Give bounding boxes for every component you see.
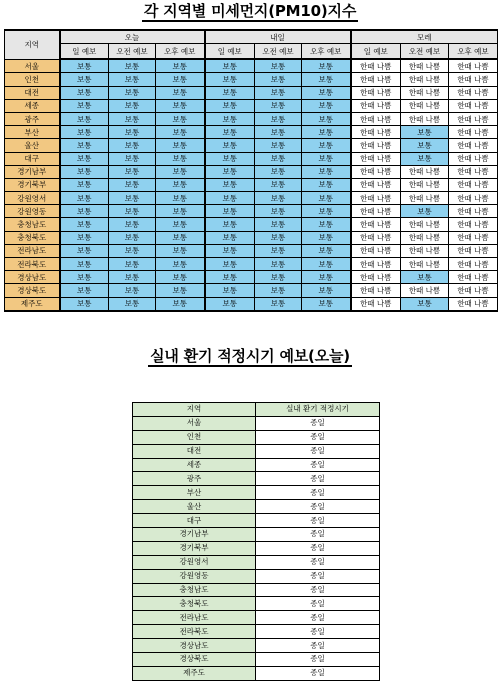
table-row (133, 444, 380, 458)
forecast-cell-dayafter: 한때 나쁨 (449, 244, 498, 257)
forecast-cell-dayafter: 한때 나쁨 (449, 205, 498, 218)
forecast-cell-dayafter: 한때 나쁨 (449, 258, 498, 271)
forecast-cell-tomorrow: 보통 (302, 178, 351, 191)
forecast-cell-tomorrow: 보통 (302, 258, 351, 271)
forecast-cell-tomorrow: 보통 (255, 165, 302, 178)
day-header-today: 오늘 (60, 30, 205, 44)
ventilation-time-cell: 종일 (256, 541, 380, 555)
forecast-cell-today: 보통 (60, 112, 109, 125)
forecast-cell-dayafter: 한때 나쁨 (449, 139, 498, 152)
subheader-today-pm: 오후 예보 (156, 44, 205, 60)
region-cell: 광주 (5, 112, 60, 125)
forecast-cell-dayafter: 한때 나쁨 (449, 73, 498, 86)
forecast-cell-dayafter: 한때 나쁨 (401, 258, 449, 271)
forecast-cell-today: 보통 (109, 139, 156, 152)
ventilation-title-text: 실내 환기 적정시기 예보(오늘) (150, 347, 350, 365)
forecast-cell-tomorrow: 보통 (302, 86, 351, 99)
forecast-cell-dayafter: 한때 나쁨 (401, 73, 449, 86)
table-row (133, 639, 380, 653)
table-row (5, 59, 498, 73)
region-cell: 경기남부 (5, 165, 60, 178)
ventilation-time-cell: 종일 (256, 430, 380, 444)
forecast-cell-dayafter: 한때 나쁨 (449, 218, 498, 231)
forecast-cell-tomorrow: 보통 (255, 99, 302, 112)
forecast-cell-dayafter: 한때 나쁨 (351, 99, 401, 112)
ventilation-time-cell: 종일 (256, 444, 380, 458)
day-header-tomorrow: 내일 (205, 30, 351, 44)
region-cell: 전라남도 (5, 244, 60, 257)
forecast-cell-today: 보통 (156, 231, 205, 244)
forecast-cell-tomorrow: 보통 (302, 244, 351, 257)
table-row (133, 514, 380, 528)
ventilation-region-cell: 충청북도 (133, 597, 256, 611)
ventilation-region-cell: 광주 (133, 472, 256, 486)
forecast-cell-today: 보통 (156, 258, 205, 271)
forecast-cell-tomorrow: 보통 (255, 271, 302, 284)
ventilation-time-cell: 종일 (256, 639, 380, 653)
forecast-cell-tomorrow: 보통 (255, 192, 302, 205)
ventilation-time-cell: 종일 (256, 416, 380, 430)
forecast-cell-tomorrow: 보통 (302, 205, 351, 218)
table-row (133, 597, 380, 611)
ventilation-region-cell: 경기북부 (133, 541, 256, 555)
table-row (5, 178, 498, 191)
region-cell: 울산 (5, 139, 60, 152)
forecast-cell-tomorrow: 보통 (205, 192, 255, 205)
forecast-cell-tomorrow: 보통 (255, 59, 302, 73)
region-cell: 대전 (5, 86, 60, 99)
table-row (133, 486, 380, 500)
subheader-dayafter-day: 일 예보 (351, 44, 401, 60)
ventilation-time-cell: 종일 (256, 666, 380, 680)
table-row (5, 218, 498, 231)
forecast-cell-tomorrow: 보통 (255, 297, 302, 311)
forecast-cell-dayafter: 한때 나쁨 (351, 297, 401, 311)
subheader-dayafter-am: 오전 예보 (401, 44, 449, 60)
forecast-cell-tomorrow: 보통 (205, 99, 255, 112)
forecast-cell-today: 보통 (109, 99, 156, 112)
forecast-cell-dayafter: 한때 나쁨 (351, 139, 401, 152)
ventilation-region-cell: 제주도 (133, 666, 256, 680)
subheader-tomorrow-day: 일 예보 (205, 44, 255, 60)
forecast-cell-tomorrow: 보통 (205, 205, 255, 218)
forecast-cell-dayafter: 한때 나쁨 (401, 112, 449, 125)
ventilation-time-cell: 종일 (256, 458, 380, 472)
forecast-cell-tomorrow: 보통 (205, 244, 255, 257)
forecast-cell-dayafter: 한때 나쁨 (449, 297, 498, 311)
ventilation-time-cell: 종일 (256, 472, 380, 486)
table-row (5, 258, 498, 271)
table-row (133, 569, 380, 583)
forecast-cell-dayafter: 한때 나쁨 (401, 99, 449, 112)
forecast-cell-dayafter: 한때 나쁨 (449, 152, 498, 165)
ventilation-region-cell: 경상남도 (133, 639, 256, 653)
region-cell: 충청북도 (5, 231, 60, 244)
forecast-cell-dayafter: 한때 나쁨 (449, 271, 498, 284)
table-row (133, 541, 380, 555)
day-header-dayafter: 모레 (351, 30, 498, 44)
ventilation-time-cell: 종일 (256, 486, 380, 500)
forecast-cell-tomorrow: 보통 (255, 231, 302, 244)
forecast-cell-today: 보통 (109, 86, 156, 99)
forecast-cell-today: 보통 (109, 284, 156, 297)
ventilation-time-cell: 종일 (256, 528, 380, 542)
forecast-cell-tomorrow: 보통 (302, 152, 351, 165)
forecast-cell-dayafter: 한때 나쁨 (351, 192, 401, 205)
forecast-cell-dayafter: 한때 나쁨 (351, 258, 401, 271)
subheader-dayafter-pm: 오후 예보 (449, 44, 498, 60)
forecast-cell-tomorrow: 보통 (302, 99, 351, 112)
forecast-cell-today: 보통 (109, 205, 156, 218)
forecast-cell-tomorrow: 보통 (255, 284, 302, 297)
forecast-cell-tomorrow: 보통 (302, 59, 351, 73)
forecast-cell-today: 보통 (60, 192, 109, 205)
forecast-cell-tomorrow: 보통 (302, 73, 351, 86)
forecast-cell-dayafter: 한때 나쁨 (351, 126, 401, 139)
ventilation-region-cell: 서울 (133, 416, 256, 430)
table-row (133, 472, 380, 486)
forecast-cell-today: 보통 (109, 244, 156, 257)
forecast-cell-dayafter: 한때 나쁨 (401, 192, 449, 205)
table-row (133, 528, 380, 542)
forecast-cell-today: 보통 (60, 218, 109, 231)
forecast-cell-tomorrow: 보통 (205, 271, 255, 284)
forecast-title (0, 2, 500, 22)
forecast-cell-today: 보통 (156, 152, 205, 165)
table-row (5, 139, 498, 152)
region-cell: 충청남도 (5, 218, 60, 231)
ventilation-region-cell: 세종 (133, 458, 256, 472)
ventilation-time-cell: 종일 (256, 514, 380, 528)
table-row (133, 653, 380, 667)
forecast-cell-today: 보통 (156, 165, 205, 178)
table-row (5, 73, 498, 86)
forecast-cell-tomorrow: 보통 (302, 218, 351, 231)
forecast-cell-tomorrow: 보통 (255, 258, 302, 271)
forecast-cell-tomorrow: 보통 (302, 284, 351, 297)
forecast-cell-tomorrow: 보통 (255, 244, 302, 257)
subheader-tomorrow-am: 오전 예보 (255, 44, 302, 60)
forecast-cell-today: 보통 (109, 126, 156, 139)
ventilation-region-cell: 경기남부 (133, 528, 256, 542)
forecast-cell-dayafter: 한때 나쁨 (351, 284, 401, 297)
forecast-cell-dayafter: 보통 (401, 297, 449, 311)
forecast-cell-tomorrow: 보통 (255, 112, 302, 125)
forecast-cell-today: 보통 (60, 99, 109, 112)
forecast-cell-today: 보통 (60, 165, 109, 178)
region-cell: 대구 (5, 152, 60, 165)
forecast-cell-tomorrow: 보통 (255, 152, 302, 165)
forecast-cell-tomorrow: 보통 (255, 139, 302, 152)
forecast-cell-today: 보통 (156, 297, 205, 311)
forecast-cell-today: 보통 (60, 244, 109, 257)
forecast-cell-tomorrow: 보통 (205, 112, 255, 125)
forecast-cell-dayafter: 한때 나쁨 (351, 244, 401, 257)
forecast-cell-today: 보통 (109, 152, 156, 165)
forecast-cell-tomorrow: 보통 (302, 126, 351, 139)
ventilation-region-cell: 전라북도 (133, 625, 256, 639)
forecast-cell-tomorrow: 보통 (302, 112, 351, 125)
forecast-cell-dayafter: 보통 (401, 126, 449, 139)
table-row (133, 555, 380, 569)
ventilation-table (132, 402, 380, 681)
forecast-cell-dayafter: 한때 나쁨 (351, 205, 401, 218)
ventilation-time-cell: 종일 (256, 569, 380, 583)
forecast-cell-tomorrow: 보통 (205, 218, 255, 231)
region-cell: 경상북도 (5, 284, 60, 297)
ventilation-region-cell: 충청남도 (133, 583, 256, 597)
ventilation-region-cell: 대전 (133, 444, 256, 458)
pm10-forecast-table (4, 29, 498, 312)
ventilation-time-cell: 종일 (256, 583, 380, 597)
forecast-cell-dayafter: 한때 나쁨 (401, 178, 449, 191)
forecast-cell-dayafter: 한때 나쁨 (449, 99, 498, 112)
forecast-cell-today: 보통 (60, 178, 109, 191)
forecast-cell-tomorrow: 보통 (205, 258, 255, 271)
forecast-title-text: 각 지역별 미세먼지(PM10)지수 (143, 2, 357, 20)
table-row (5, 112, 498, 125)
ventilation-region-cell: 강원영서 (133, 555, 256, 569)
ventilation-region-cell: 경상북도 (133, 653, 256, 667)
forecast-cell-tomorrow: 보통 (302, 139, 351, 152)
table-row (5, 297, 498, 311)
forecast-cell-today: 보통 (156, 59, 205, 73)
forecast-cell-today: 보통 (156, 244, 205, 257)
forecast-cell-tomorrow: 보통 (205, 231, 255, 244)
forecast-cell-dayafter: 한때 나쁨 (449, 231, 498, 244)
forecast-cell-today: 보통 (60, 297, 109, 311)
table-row (133, 666, 380, 680)
forecast-cell-today: 보통 (156, 126, 205, 139)
forecast-cell-today: 보통 (109, 271, 156, 284)
forecast-cell-tomorrow: 보통 (205, 165, 255, 178)
region-cell: 부산 (5, 126, 60, 139)
table-row (133, 611, 380, 625)
ventilation-time-cell: 종일 (256, 625, 380, 639)
forecast-cell-tomorrow: 보통 (255, 218, 302, 231)
forecast-cell-today: 보통 (60, 152, 109, 165)
forecast-cell-dayafter: 한때 나쁨 (351, 73, 401, 86)
region-cell: 전라북도 (5, 258, 60, 271)
forecast-cell-dayafter: 한때 나쁨 (351, 271, 401, 284)
table-row (133, 583, 380, 597)
forecast-cell-dayafter: 한때 나쁨 (351, 218, 401, 231)
forecast-cell-tomorrow: 보통 (255, 205, 302, 218)
forecast-cell-today: 보통 (156, 178, 205, 191)
table-row (5, 231, 498, 244)
forecast-cell-tomorrow: 보통 (205, 284, 255, 297)
forecast-cell-today: 보통 (156, 112, 205, 125)
forecast-cell-today: 보통 (109, 258, 156, 271)
region-cell: 경기북부 (5, 178, 60, 191)
forecast-cell-today: 보통 (109, 178, 156, 191)
forecast-cell-today: 보통 (156, 192, 205, 205)
table-row (5, 192, 498, 205)
table-row (133, 625, 380, 639)
forecast-cell-tomorrow: 보통 (302, 297, 351, 311)
forecast-cell-dayafter: 한때 나쁨 (351, 112, 401, 125)
region-cell: 인천 (5, 73, 60, 86)
forecast-cell-tomorrow: 보통 (205, 73, 255, 86)
forecast-cell-dayafter: 한때 나쁨 (351, 165, 401, 178)
forecast-cell-dayafter: 한때 나쁨 (449, 165, 498, 178)
table-row (5, 99, 498, 112)
region-header: 지역 (5, 30, 60, 59)
forecast-cell-today: 보통 (156, 271, 205, 284)
forecast-cell-today: 보통 (109, 218, 156, 231)
forecast-cell-tomorrow: 보통 (205, 297, 255, 311)
forecast-cell-dayafter: 한때 나쁨 (351, 152, 401, 165)
forecast-cell-dayafter: 한때 나쁨 (351, 86, 401, 99)
forecast-cell-today: 보통 (156, 218, 205, 231)
ventilation-time-cell: 종일 (256, 555, 380, 569)
region-cell: 강원영동 (5, 205, 60, 218)
forecast-cell-tomorrow: 보통 (205, 126, 255, 139)
forecast-cell-today: 보통 (60, 86, 109, 99)
forecast-cell-tomorrow: 보통 (302, 165, 351, 178)
forecast-cell-today: 보통 (60, 271, 109, 284)
ventilation-time-cell: 종일 (256, 597, 380, 611)
region-cell: 제주도 (5, 297, 60, 311)
table-row (5, 152, 498, 165)
forecast-cell-dayafter: 한때 나쁨 (351, 178, 401, 191)
forecast-cell-today: 보통 (60, 126, 109, 139)
forecast-cell-tomorrow: 보통 (255, 126, 302, 139)
forecast-cell-tomorrow: 보통 (302, 192, 351, 205)
region-cell: 세종 (5, 99, 60, 112)
forecast-cell-tomorrow: 보통 (205, 59, 255, 73)
ventilation-time-header: 실내 환기 적정시기 (256, 403, 380, 417)
region-cell: 강원영서 (5, 192, 60, 205)
subheader-today-day: 일 예보 (60, 44, 109, 60)
forecast-cell-dayafter: 한때 나쁨 (449, 59, 498, 73)
forecast-cell-today: 보통 (60, 73, 109, 86)
forecast-cell-today: 보통 (156, 139, 205, 152)
table-row (5, 126, 498, 139)
region-cell: 경상남도 (5, 271, 60, 284)
forecast-cell-dayafter: 한때 나쁨 (401, 244, 449, 257)
table-row (133, 416, 380, 430)
ventilation-time-cell: 종일 (256, 611, 380, 625)
forecast-cell-dayafter: 한때 나쁨 (449, 284, 498, 297)
forecast-cell-dayafter: 한때 나쁨 (449, 112, 498, 125)
forecast-table-body (5, 59, 498, 311)
subheader-today-am: 오전 예보 (109, 44, 156, 60)
forecast-cell-tomorrow: 보통 (205, 178, 255, 191)
table-row (5, 165, 498, 178)
forecast-cell-today: 보통 (156, 284, 205, 297)
forecast-cell-dayafter: 보통 (401, 205, 449, 218)
forecast-cell-dayafter: 한때 나쁨 (351, 59, 401, 73)
ventilation-region-cell: 전라남도 (133, 611, 256, 625)
forecast-cell-dayafter: 한때 나쁨 (449, 192, 498, 205)
ventilation-region-header: 지역 (133, 403, 256, 417)
ventilation-region-cell: 부산 (133, 486, 256, 500)
ventilation-region-cell: 대구 (133, 514, 256, 528)
forecast-cell-today: 보통 (60, 205, 109, 218)
forecast-cell-today: 보통 (60, 139, 109, 152)
subheader-tomorrow-pm: 오후 예보 (302, 44, 351, 60)
forecast-cell-tomorrow: 보통 (255, 86, 302, 99)
forecast-cell-dayafter: 한때 나쁨 (449, 86, 498, 99)
forecast-cell-dayafter: 한때 나쁨 (401, 86, 449, 99)
forecast-cell-today: 보통 (60, 258, 109, 271)
forecast-cell-today: 보통 (109, 231, 156, 244)
forecast-cell-tomorrow: 보통 (302, 231, 351, 244)
forecast-cell-today: 보통 (156, 86, 205, 99)
forecast-cell-dayafter: 한때 나쁨 (401, 284, 449, 297)
table-row (133, 430, 380, 444)
forecast-cell-today: 보통 (156, 205, 205, 218)
forecast-cell-tomorrow: 보통 (205, 139, 255, 152)
forecast-cell-today: 보통 (109, 165, 156, 178)
forecast-cell-today: 보통 (109, 192, 156, 205)
forecast-cell-dayafter: 한때 나쁨 (351, 231, 401, 244)
table-row (5, 284, 498, 297)
forecast-cell-today: 보통 (109, 297, 156, 311)
forecast-cell-today: 보통 (156, 73, 205, 86)
table-row (5, 271, 498, 284)
ventilation-region-cell: 강원영동 (133, 569, 256, 583)
table-row (133, 500, 380, 514)
ventilation-time-cell: 종일 (256, 500, 380, 514)
table-row (5, 244, 498, 257)
forecast-cell-dayafter: 한때 나쁨 (401, 231, 449, 244)
forecast-cell-dayafter: 한때 나쁨 (401, 165, 449, 178)
forecast-cell-dayafter: 보통 (401, 139, 449, 152)
forecast-cell-today: 보통 (60, 59, 109, 73)
forecast-cell-tomorrow: 보통 (302, 271, 351, 284)
region-cell: 서울 (5, 59, 60, 73)
ventilation-region-cell: 울산 (133, 500, 256, 514)
ventilation-region-cell: 인천 (133, 430, 256, 444)
forecast-cell-today: 보통 (60, 284, 109, 297)
forecast-cell-today: 보통 (156, 99, 205, 112)
forecast-cell-dayafter: 한때 나쁨 (401, 59, 449, 73)
forecast-cell-today: 보통 (109, 73, 156, 86)
forecast-cell-dayafter: 보통 (401, 271, 449, 284)
table-row (5, 205, 498, 218)
forecast-cell-tomorrow: 보통 (205, 86, 255, 99)
forecast-cell-today: 보통 (109, 59, 156, 73)
ventilation-title (0, 347, 500, 367)
forecast-cell-tomorrow: 보통 (205, 152, 255, 165)
table-row (133, 458, 380, 472)
forecast-cell-dayafter: 한때 나쁨 (449, 178, 498, 191)
forecast-cell-dayafter: 한때 나쁨 (401, 218, 449, 231)
table-row (5, 86, 498, 99)
forecast-cell-tomorrow: 보통 (255, 178, 302, 191)
ventilation-table-body (133, 416, 380, 680)
forecast-cell-tomorrow: 보통 (255, 73, 302, 86)
forecast-cell-dayafter: 한때 나쁨 (449, 126, 498, 139)
forecast-cell-today: 보통 (109, 112, 156, 125)
forecast-cell-dayafter: 보통 (401, 152, 449, 165)
forecast-cell-today: 보통 (60, 231, 109, 244)
ventilation-time-cell: 종일 (256, 653, 380, 667)
